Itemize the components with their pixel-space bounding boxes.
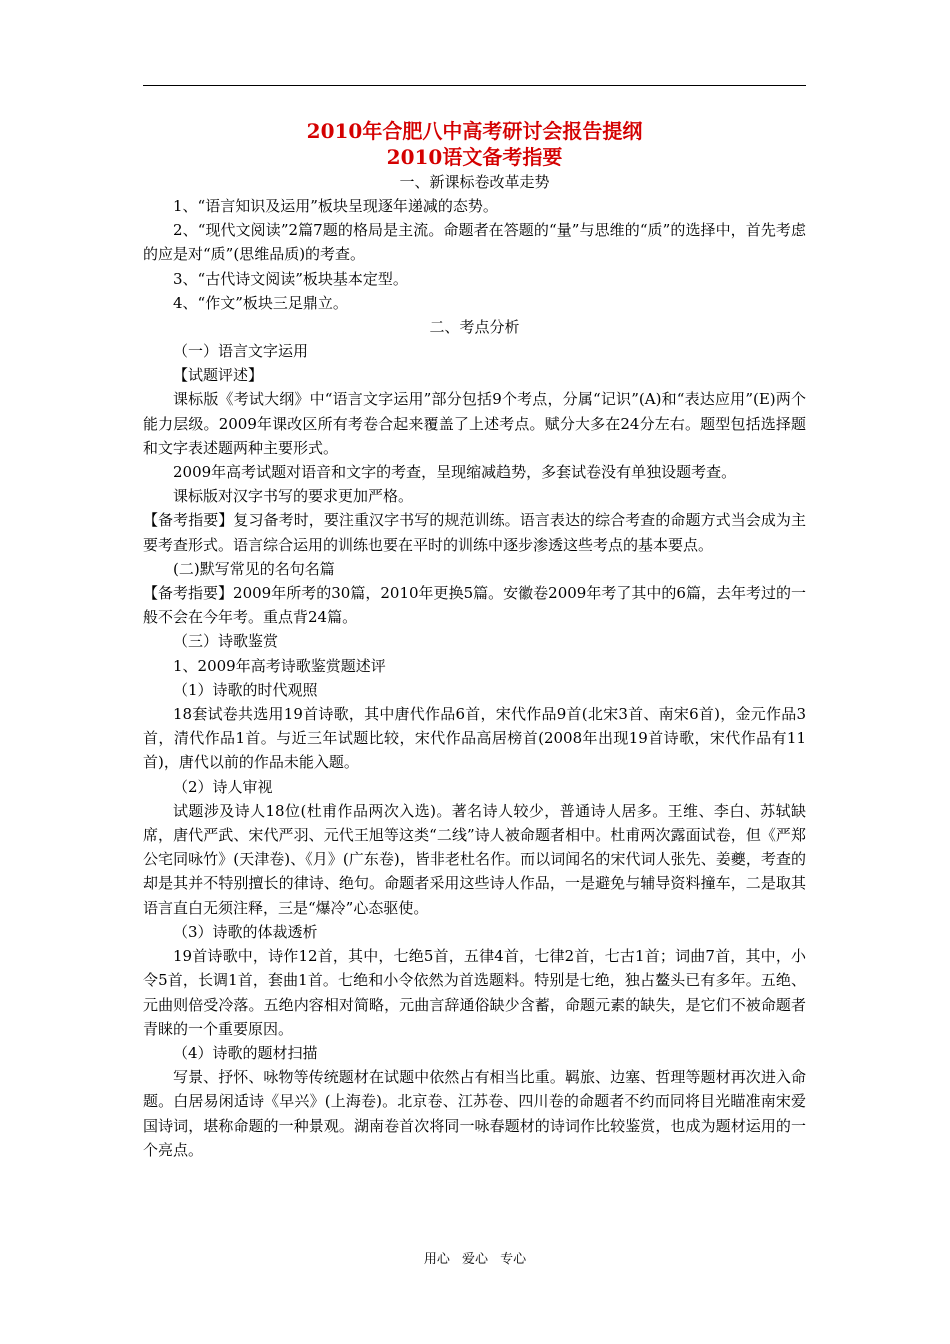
document-subtitle: 2010语文备考指要 (386, 145, 563, 169)
paragraph: 19首诗歌中，诗作12首，其中，七绝5首，五律4首，七律2首，七古1首；词曲7首，其中，小令5首，长调1首，套曲1首。七绝和小令依然为首选题料。特别是七绝，独占鳌头已有多年。五绝、元曲则倍受冷落。五绝内容相对简略，元曲言辞通俗缺少含蓄，命题元素的缺失，是它们不被命题者青睐的一个重要原因。 (143, 947, 806, 1038)
review-label: 【试题评述】 (173, 366, 264, 385)
guide-paragraph: 【备考指要】2009年所考的30篇，2010年更换5篇。安徽卷2009年考了其中的6篇，去年考过的一般不会在今年考。重点背24篇。 (143, 584, 806, 627)
list-item: 2、“现代文阅读”2篇7题的格局是主流。命题者在答题的“量”与思维的“质”的选择中，首先考虑的应是对“质”(思维品质)的考查。 (143, 221, 806, 264)
section-heading-1: 一、新课标卷改革走势 (399, 173, 550, 191)
list-item: 3、“古代诗文阅读”板块基本定型。 (173, 269, 408, 288)
paragraph: 写景、抒怀、咏物等传统题材在试题中依然占有相当比重。羁旅、边塞、哲理等题材再次进入命题。白居易闲适诗《早兴》(上海卷)。北京卷、江苏卷、四川卷的命题者不约而同将目光瞄准南宋爱国诗词，堪称命题的一种景观。湖南卷首次将同一咏春题材的诗词作比较鉴赏，也成为题材运用的一个亮点。 (143, 1068, 806, 1159)
list-item: 1、“语言知识及运用”板块呈现逐年递减的态势。 (173, 197, 498, 215)
footer-text: 专心 (500, 1252, 527, 1267)
paragraph: 课标版《考试大纲》中“语言文字运用”部分包括9个考点，分属“记识”(A)和“表达应用”(E)两个能力层级。2009年课改区所有考卷合起来覆盖了上述考点。赋分大多在24分左右。题型包括选择题和文字表述题两种主要形式。 (143, 390, 806, 457)
subsection-heading: （三）诗歌鉴赏 (173, 632, 279, 651)
point-heading: （4）诗歌的题材扫描 (173, 1043, 318, 1062)
subsection-heading: （一）语言文字运用 (173, 342, 309, 361)
document-title: 2010年合肥八中高考研讨会报告提纲 (306, 119, 643, 143)
footer-text: 爱心 (461, 1252, 488, 1267)
header-rule (143, 85, 806, 86)
subsection-heading: (二)默写常见的名句名篇 (173, 559, 335, 578)
footer-text: 用心 (423, 1252, 450, 1267)
paragraph: 课标版对汉字书写的要求更加严格。 (173, 487, 414, 506)
point-heading: （3）诗歌的体裁透析 (173, 922, 318, 941)
paragraph: 试题涉及诗人18位(杜甫作品两次入选)。著名诗人较少，普通诗人居多。王维、李白、苏轼缺席，唐代严武、宋代严羽、元代王旭等这类“二线”诗人被命题者相中。杜甫两次露面试卷，但《严郑公宅同咏竹》(天津卷)、《月》(广东卷)，皆非老杜名作。而以词闻名的宋代词人张先、姜夔，考查的却是其并不特别擅长的律诗、绝句。命题者采用这些诗人作品，一是避免与辅导资料撞车，二是取其语言直白无须注释，三是“爆冷”心态驱使。 (143, 801, 806, 917)
document-body (143, 118, 806, 1162)
page-footer (0, 1248, 950, 1267)
list-item: 1、2009年高考诗歌鉴赏题述评 (173, 656, 386, 675)
point-heading: （2）诗人审视 (173, 777, 273, 796)
section-heading-2: 二、考点分析 (429, 318, 520, 337)
point-heading: （1）诗歌的时代观照 (173, 680, 318, 699)
paragraph: 18套试卷共选用19首诗歌，其中唐代作品6首，宋代作品9首(北宋3首、南宋6首)，金元作品3首，清代作品1首。与近三年试题比较，宋代作品高居榜首(2008年出现19首诗歌，宋代作品有11首)，唐代以前的作品未能入题。 (143, 705, 806, 772)
paragraph: 2009年高考试题对语音和文字的考查，呈现缩减趋势，多套试卷没有单独设题考查。 (173, 463, 737, 482)
list-item: 4、“作文”板块三足鼎立。 (173, 293, 348, 312)
guide-paragraph: 【备考指要】复习备考时，要注重汉字书写的规范训练。语言表达的综合考查的命题方式当会成为主要考查形式。语言综合运用的训练也要在平时的训练中逐步渗透这些考点的基本要点。 (143, 511, 806, 554)
